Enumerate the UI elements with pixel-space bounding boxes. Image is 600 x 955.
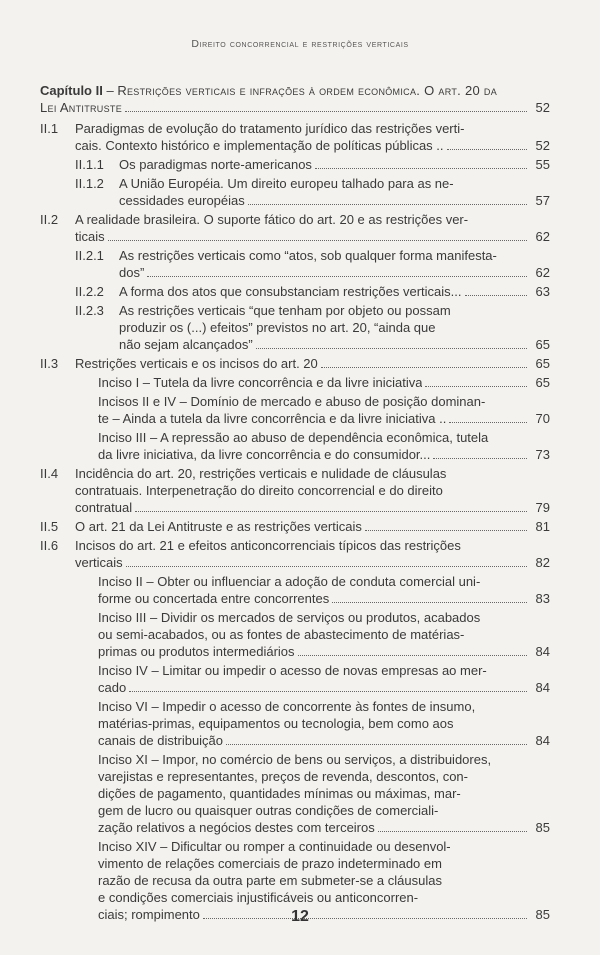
entry-last-line — [75, 499, 550, 516]
toc-entry — [40, 211, 550, 245]
entry-last-line — [98, 374, 550, 391]
chapter-label: Capítulo II — [40, 83, 103, 98]
leader-dots — [125, 110, 527, 112]
entry-page: 85 — [535, 820, 550, 835]
entry-text: cessidades européias — [119, 193, 245, 208]
entry-text: A forma dos atos que consubstanciam restrições verticais... — [119, 284, 462, 299]
entry-last-line — [119, 192, 550, 209]
chapter-heading — [40, 82, 550, 116]
toc-entry — [40, 537, 550, 571]
entry-page: 52 — [535, 138, 550, 153]
entry-body — [75, 465, 550, 516]
entry-text: ciais; rompimento — [98, 907, 200, 922]
entry-text: Inciso III – A repressão ao abuso de dependência econômica, tutela — [98, 430, 489, 445]
entry-number: II.3 — [40, 356, 59, 371]
entry-last-line — [98, 819, 550, 836]
running-head: Direito concorrencial e restrições verticais — [191, 38, 409, 50]
entry-body — [75, 355, 550, 372]
entry-text: Inciso III – Dividir os mercados de serviços ou produtos, acabados — [98, 610, 481, 625]
entry-last-line — [119, 156, 550, 173]
entry-body — [98, 698, 550, 749]
entry-text: As restrições verticais “que tenham por objeto ou possam — [119, 303, 451, 318]
entry-body — [75, 211, 550, 245]
entry-text: A União Européia. Um direito europeu talhado para as ne- — [119, 176, 454, 191]
entry-text: Restrições verticais e os incisos do art. 20 — [75, 356, 318, 371]
entry-text: Os paradigmas norte-americanos — [119, 157, 312, 172]
entry-last-line — [119, 336, 550, 353]
leader-dots — [147, 275, 527, 277]
entry-last-line — [98, 643, 550, 660]
toc-entry — [40, 465, 550, 516]
entry-text: dições de pagamento, quantidades mínimas ou máximas, mar- — [98, 786, 461, 801]
entry-text: da livre iniciativa, da livre concorrência e do consumidor... — [98, 447, 431, 462]
entry-number: II.1.1 — [75, 157, 104, 172]
entry-text: Incidência do art. 20, restrições verticais e nulidade de cláusulas — [75, 466, 447, 481]
entry-page: 65 — [535, 356, 550, 371]
entry-body — [119, 283, 550, 300]
entry-text: dos” — [119, 265, 145, 280]
leader-dots — [449, 421, 527, 423]
entry-page: 79 — [535, 500, 550, 515]
entry-page: 62 — [535, 265, 550, 280]
entry-last-line — [98, 590, 550, 607]
entry-body — [98, 609, 550, 660]
toc-entry — [40, 247, 550, 281]
entry-last-line — [98, 732, 550, 749]
toc-entry — [40, 283, 550, 300]
entry-page: 55 — [535, 157, 550, 172]
entry-page: 73 — [535, 447, 550, 462]
entry-last-line — [75, 355, 550, 372]
entry-text: gem de lucro ou quaisquer outras condições de comerciali- — [98, 803, 439, 818]
entry-text: A realidade brasileira. O suporte fático do art. 20 e as restrições ver- — [75, 212, 469, 227]
entry-text: Inciso XI – Impor, no comércio de bens ou serviços, a distribuidores, — [98, 752, 492, 767]
toc-entry — [40, 429, 550, 463]
entry-text: varejistas e representantes, preços de revenda, descontos, con- — [98, 769, 468, 784]
entry-text: As restrições verticais como “atos, sob qualquer forma manifesta- — [119, 248, 497, 263]
toc-entry — [40, 156, 550, 173]
leader-dots — [298, 654, 527, 656]
leader-dots — [465, 294, 528, 296]
entry-body — [75, 537, 550, 571]
entry-text: te – Ainda a tutela da livre concorrência e da livre iniciativa .. — [98, 411, 447, 426]
toc-entry — [40, 573, 550, 607]
toc-entry — [40, 609, 550, 660]
entry-body — [75, 120, 550, 154]
entry-page: 83 — [535, 591, 550, 606]
entry-text: contratuais. Interpenetração do direito concorrencial e do direito — [75, 483, 443, 498]
entry-page: 62 — [535, 229, 550, 244]
entry-text: ou semi-acabados, ou as fontes de abastecimento de matérias- — [98, 627, 465, 642]
entry-body — [119, 175, 550, 209]
entry-text: vimento de relações comerciais de prazo indeterminado em — [98, 856, 442, 871]
entry-text: cais. Contexto histórico e implementação de políticas públicas .. — [75, 138, 444, 153]
entry-text: primas ou produtos intermediários — [98, 644, 295, 659]
entry-number: II.2.1 — [75, 248, 104, 263]
chapter-heading-line2 — [40, 99, 550, 116]
leader-dots — [126, 565, 527, 567]
entry-text: Inciso XIV – Dificultar ou romper a continuidade ou desenvol- — [98, 839, 451, 854]
entry-text: Inciso II – Obter ou influenciar a adoção de conduta comercial uni- — [98, 574, 481, 589]
toc-entry — [40, 751, 550, 836]
entry-text: Paradigmas de evolução do tratamento jurídico das restrições verti- — [75, 121, 465, 136]
leader-dots — [248, 203, 527, 205]
toc-entry — [40, 120, 550, 154]
entry-text: Inciso IV – Limitar ou impedir o acesso de novas empresas ao mer- — [98, 663, 487, 678]
toc-entry — [40, 393, 550, 427]
entry-text: Inciso VI – Impedir o acesso de concorrente às fontes de insumo, — [98, 699, 476, 714]
entry-text: razão de recusa da outra parte em submeter-se a cláusulas — [98, 873, 442, 888]
entry-text: zação relativos a negócios destes com terceiros — [98, 820, 375, 835]
table-of-contents — [40, 82, 550, 925]
entry-text: ticais — [75, 229, 105, 244]
entry-text: não sejam alcançados” — [119, 337, 253, 352]
entry-body — [119, 302, 550, 353]
entry-text: forme ou concertada entre concorrentes — [98, 591, 330, 606]
entry-number: II.2.2 — [75, 284, 104, 299]
entry-number: II.1.2 — [75, 176, 104, 191]
entry-page: 65 — [535, 337, 550, 352]
leader-dots — [256, 347, 527, 349]
leader-dots — [332, 601, 527, 603]
entry-number: II.5 — [40, 519, 59, 534]
entry-text: e condições comerciais injustificáveis ou anticoncorren- — [98, 890, 419, 905]
leader-dots — [447, 148, 527, 150]
entry-page: 63 — [535, 284, 550, 299]
toc-entry — [40, 374, 550, 391]
chapter-title-line2: Lei Antitruste — [40, 100, 122, 115]
entry-page: 70 — [535, 411, 550, 426]
entry-last-line — [98, 410, 550, 427]
entry-last-line — [119, 264, 550, 281]
entry-number: II.2 — [40, 212, 59, 227]
entry-number: II.1 — [40, 121, 59, 136]
entry-number: II.6 — [40, 538, 59, 553]
entry-text: produzir os (...) efeitos” previstos no art. 20, “ainda que — [119, 320, 436, 335]
entry-text: Incisos II e IV – Domínio de mercado e abuso de posição dominan- — [98, 394, 486, 409]
entry-page: 82 — [535, 555, 550, 570]
toc-entry — [40, 662, 550, 696]
entry-last-line — [98, 446, 550, 463]
entry-body — [119, 247, 550, 281]
toc-entry — [40, 355, 550, 372]
leader-dots — [425, 385, 527, 387]
leader-dots — [321, 366, 527, 368]
entry-last-line — [75, 228, 550, 245]
entry-body — [98, 662, 550, 696]
entry-body — [98, 429, 550, 463]
entry-body — [75, 518, 550, 535]
entry-page: 57 — [535, 193, 550, 208]
entry-text: verticais — [75, 555, 123, 570]
leader-dots — [315, 167, 527, 169]
toc-entry — [40, 302, 550, 353]
entry-body — [98, 573, 550, 607]
entry-text: O art. 21 da Lei Antitruste e as restrições verticais — [75, 519, 362, 534]
entry-page: 84 — [535, 644, 550, 659]
entry-body — [119, 156, 550, 173]
entry-number: II.2.3 — [75, 303, 104, 318]
leader-dots — [433, 457, 527, 459]
leader-dots — [365, 529, 527, 531]
entry-text: matérias-primas, equipamentos ou tecnologia, bem como aos — [98, 716, 454, 731]
entry-last-line — [119, 283, 550, 300]
toc-entry — [40, 175, 550, 209]
entry-number: II.4 — [40, 466, 59, 481]
entry-page: 81 — [535, 519, 550, 534]
leader-dots — [226, 743, 527, 745]
chapter-title-line1: Restrições verticais e infrações à ordem econômica. O art. 20 da — [117, 83, 498, 98]
toc-entries — [40, 120, 550, 923]
entry-text: cado — [98, 680, 127, 695]
entry-page: 85 — [535, 907, 550, 922]
leader-dots — [135, 510, 527, 512]
entry-text: contratual — [75, 500, 133, 515]
entry-body — [98, 751, 550, 836]
chapter-dash: – — [102, 83, 118, 98]
entry-page: 84 — [535, 733, 550, 748]
entry-body — [98, 393, 550, 427]
entry-body — [98, 374, 550, 391]
page-number: 12 — [291, 908, 309, 925]
leader-dots — [129, 690, 527, 692]
chapter-page: 52 — [535, 100, 550, 115]
toc-entry — [40, 698, 550, 749]
entry-last-line — [75, 137, 550, 154]
entry-text: canais de distribuição — [98, 733, 224, 748]
entry-text: Incisos do art. 21 e efeitos anticoncorrenciais típicos das restrições — [75, 538, 461, 553]
leader-dots — [378, 830, 527, 832]
entry-last-line — [98, 679, 550, 696]
entry-text: Inciso I – Tutela da livre concorrência e da livre iniciativa — [98, 375, 423, 390]
entry-page: 65 — [535, 375, 550, 390]
leader-dots — [108, 239, 527, 241]
entry-last-line — [75, 518, 550, 535]
entry-last-line — [75, 554, 550, 571]
toc-entry — [40, 518, 550, 535]
chapter-heading-line1 — [40, 82, 550, 99]
entry-page: 84 — [535, 680, 550, 695]
